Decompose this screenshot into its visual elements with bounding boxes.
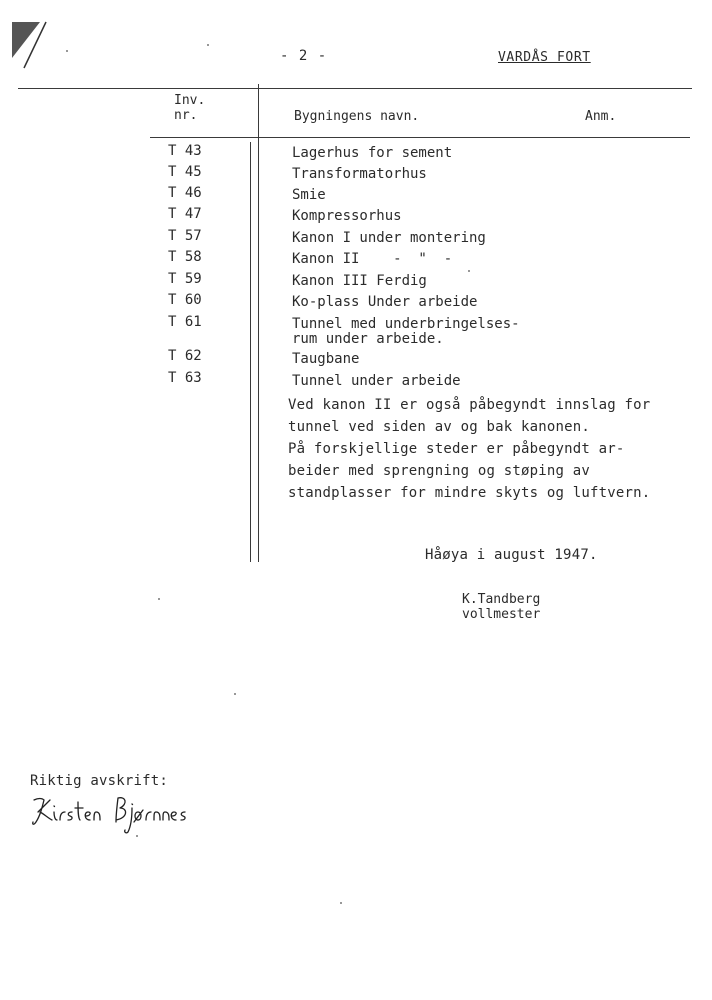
inv-cell: T 63 (168, 370, 202, 386)
inv-cell: T 45 (168, 164, 202, 180)
header-remark: Anm. (585, 109, 617, 124)
name-cell: Taugbane (292, 351, 360, 367)
header-building-name: Bygningens navn. (294, 109, 420, 124)
name-cell: Tunnel med underbringelses- rum under arbeide. (292, 316, 520, 347)
scan-speck (207, 44, 209, 46)
handwritten-signature (30, 792, 200, 836)
name-cell: Tunnel under arbeide (292, 373, 461, 389)
signatory-name: K.Tandberg (462, 592, 541, 607)
inv-cell: T 62 (168, 348, 202, 364)
certification-label: Riktig avskrift: (30, 773, 169, 789)
table-column-divider-lower (250, 142, 251, 562)
inv-cell: T 57 (168, 228, 202, 244)
signatory-title: vollmester (462, 607, 541, 622)
name-cell: Transformatorhus (292, 166, 427, 182)
note-line: tunnel ved siden av og bak kanonen. (288, 419, 591, 435)
name-cell: Ko-plass Under arbeide (292, 294, 478, 310)
inv-cell: T 59 (168, 271, 202, 287)
note-line: Ved kanon II er også påbegyndt innslag for (288, 397, 651, 413)
table-header-rule (150, 137, 690, 138)
note-line: beider med sprengning og støping av (288, 463, 591, 479)
scan-speck (66, 50, 68, 52)
name-cell: Smie (292, 187, 326, 203)
name-cell: Kanon I under montering (292, 230, 486, 246)
scan-speck (340, 902, 342, 904)
inv-cell: T 58 (168, 249, 202, 265)
name-cell: Kompressorhus (292, 208, 402, 224)
scan-speck (468, 270, 470, 272)
header-inv-nr: Inv. nr. (174, 93, 206, 123)
corner-mark (10, 20, 60, 70)
name-cell: Kanon III Ferdig (292, 273, 427, 289)
inv-cell: T 43 (168, 143, 202, 159)
table-column-divider (258, 84, 259, 562)
fort-name: VARDÅS FORT (498, 50, 591, 65)
inv-cell: T 46 (168, 185, 202, 201)
note-line: På forskjellige steder er påbegyndt ar- (288, 441, 625, 457)
inv-cell: T 61 (168, 314, 202, 330)
inv-cell: T 47 (168, 206, 202, 222)
name-cell: Lagerhus for sement (292, 145, 453, 161)
note-line: standplasser for mindre skyts og luftvern. (288, 485, 651, 501)
name-cell: Kanon II - " - (292, 251, 453, 267)
scan-speck (234, 693, 236, 695)
table-top-rule (18, 88, 692, 89)
scan-speck (136, 835, 138, 837)
page-number: - 2 - (280, 48, 328, 64)
inv-cell: T 60 (168, 292, 202, 308)
place-date: Håøya i august 1947. (425, 547, 598, 563)
scan-speck (158, 598, 160, 600)
